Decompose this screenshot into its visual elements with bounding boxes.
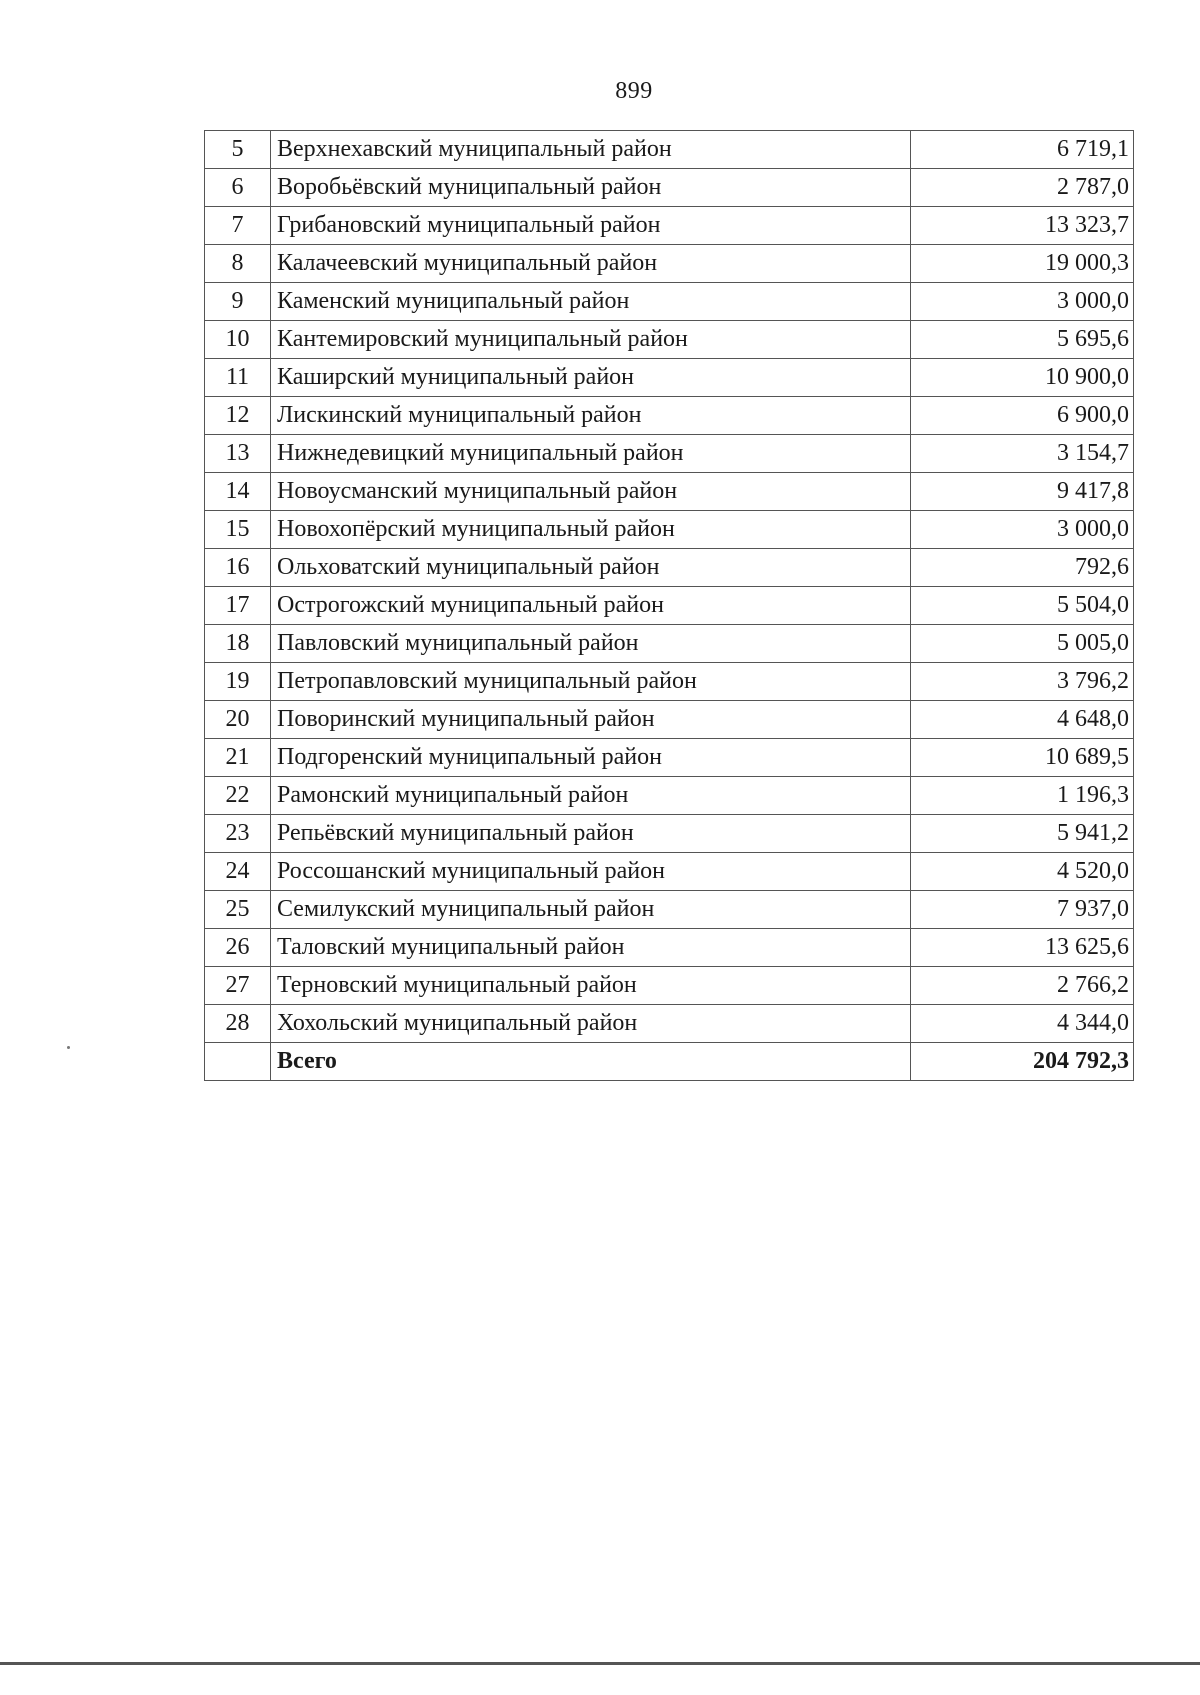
district-name-cell: Новохопёрский муниципальный район (271, 511, 911, 549)
district-name-cell: Поворинский муниципальный район (271, 701, 911, 739)
amount-cell: 5 005,0 (911, 625, 1134, 663)
row-number-cell: 8 (205, 245, 271, 283)
table-row (205, 207, 1134, 245)
amount-cell: 10 900,0 (911, 359, 1134, 397)
table-row (205, 891, 1134, 929)
amount-cell: 19 000,3 (911, 245, 1134, 283)
amount-cell: 5 504,0 (911, 587, 1134, 625)
district-name-cell: Каширский муниципальный район (271, 359, 911, 397)
row-number-cell: 16 (205, 549, 271, 587)
district-name-cell: Павловский муниципальный район (271, 625, 911, 663)
amount-cell: 792,6 (911, 549, 1134, 587)
amount-cell: 4 344,0 (911, 1005, 1134, 1043)
district-name-cell: Кантемировский муниципальный район (271, 321, 911, 359)
allocation-table (204, 130, 1134, 1081)
district-name-cell: Хохольский муниципальный район (271, 1005, 911, 1043)
amount-cell: 5 941,2 (911, 815, 1134, 853)
table-row (205, 701, 1134, 739)
district-name-cell: Подгоренский муниципальный район (271, 739, 911, 777)
row-number-cell: 9 (205, 283, 271, 321)
table-row (205, 397, 1134, 435)
district-name-cell: Грибановский муниципальный район (271, 207, 911, 245)
row-number-cell: 24 (205, 853, 271, 891)
table-row (205, 663, 1134, 701)
table-row (205, 321, 1134, 359)
bottom-rule (0, 1662, 1200, 1665)
district-name-cell: Терновский муниципальный район (271, 967, 911, 1005)
table-row (205, 625, 1134, 663)
row-number-cell: 18 (205, 625, 271, 663)
district-name-cell: Верхнехавский муниципальный район (271, 131, 911, 169)
district-name-cell: Петропавловский муниципальный район (271, 663, 911, 701)
row-number-cell: 7 (205, 207, 271, 245)
amount-cell: 2 787,0 (911, 169, 1134, 207)
district-name-cell: Репьёвский муниципальный район (271, 815, 911, 853)
amount-cell: 13 323,7 (911, 207, 1134, 245)
district-name-cell: Новоусманский муниципальный район (271, 473, 911, 511)
table-row (205, 359, 1134, 397)
row-number-cell: 17 (205, 587, 271, 625)
table-row (205, 549, 1134, 587)
total-row (205, 1043, 1134, 1081)
amount-cell: 1 196,3 (911, 777, 1134, 815)
table-row (205, 1005, 1134, 1043)
row-number-cell: 6 (205, 169, 271, 207)
row-number-cell: 12 (205, 397, 271, 435)
row-number-cell: 5 (205, 131, 271, 169)
amount-cell: 4 520,0 (911, 853, 1134, 891)
total-district-name-cell: Всего (271, 1043, 911, 1081)
district-name-cell: Ольховатский муниципальный район (271, 549, 911, 587)
table-row (205, 739, 1134, 777)
district-name-cell: Каменский муниципальный район (271, 283, 911, 321)
table-row (205, 283, 1134, 321)
amount-cell: 4 648,0 (911, 701, 1134, 739)
table-row (205, 435, 1134, 473)
row-number-cell: 13 (205, 435, 271, 473)
scan-speck (67, 1046, 70, 1049)
row-number-cell: 10 (205, 321, 271, 359)
amount-cell: 7 937,0 (911, 891, 1134, 929)
page-number: 899 (615, 78, 653, 104)
district-name-cell: Рамонский муниципальный район (271, 777, 911, 815)
table-row (205, 245, 1134, 283)
amount-cell: 2 766,2 (911, 967, 1134, 1005)
amount-cell: 13 625,6 (911, 929, 1134, 967)
row-number-cell: 28 (205, 1005, 271, 1043)
amount-cell: 3 000,0 (911, 283, 1134, 321)
amount-cell: 3 154,7 (911, 435, 1134, 473)
row-number-cell: 20 (205, 701, 271, 739)
amount-cell: 3 000,0 (911, 511, 1134, 549)
row-number-cell: 21 (205, 739, 271, 777)
total-row-number-cell (205, 1043, 271, 1081)
row-number-cell: 23 (205, 815, 271, 853)
table-row (205, 587, 1134, 625)
table-row (205, 169, 1134, 207)
amount-cell: 6 900,0 (911, 397, 1134, 435)
row-number-cell: 22 (205, 777, 271, 815)
row-number-cell: 11 (205, 359, 271, 397)
amount-cell: 9 417,8 (911, 473, 1134, 511)
row-number-cell: 27 (205, 967, 271, 1005)
row-number-cell: 15 (205, 511, 271, 549)
district-name-cell: Таловский муниципальный район (271, 929, 911, 967)
row-number-cell: 26 (205, 929, 271, 967)
row-number-cell: 14 (205, 473, 271, 511)
table-row (205, 473, 1134, 511)
row-number-cell: 25 (205, 891, 271, 929)
district-name-cell: Семилукский муниципальный район (271, 891, 911, 929)
amount-cell: 6 719,1 (911, 131, 1134, 169)
table-row (205, 511, 1134, 549)
district-name-cell: Острогожский муниципальный район (271, 587, 911, 625)
table-row (205, 815, 1134, 853)
amount-cell: 3 796,2 (911, 663, 1134, 701)
total-amount-cell: 204 792,3 (911, 1043, 1134, 1081)
table-row (205, 131, 1134, 169)
district-name-cell: Лискинский муниципальный район (271, 397, 911, 435)
district-name-cell: Калачеевский муниципальный район (271, 245, 911, 283)
table-row (205, 777, 1134, 815)
row-number-cell: 19 (205, 663, 271, 701)
table-body (205, 131, 1134, 1081)
district-name-cell: Нижнедевицкий муниципальный район (271, 435, 911, 473)
table-row (205, 853, 1134, 891)
amount-cell: 5 695,6 (911, 321, 1134, 359)
amount-cell: 10 689,5 (911, 739, 1134, 777)
table-row (205, 967, 1134, 1005)
district-name-cell: Воробьёвский муниципальный район (271, 169, 911, 207)
district-name-cell: Россошанский муниципальный район (271, 853, 911, 891)
table-row (205, 929, 1134, 967)
